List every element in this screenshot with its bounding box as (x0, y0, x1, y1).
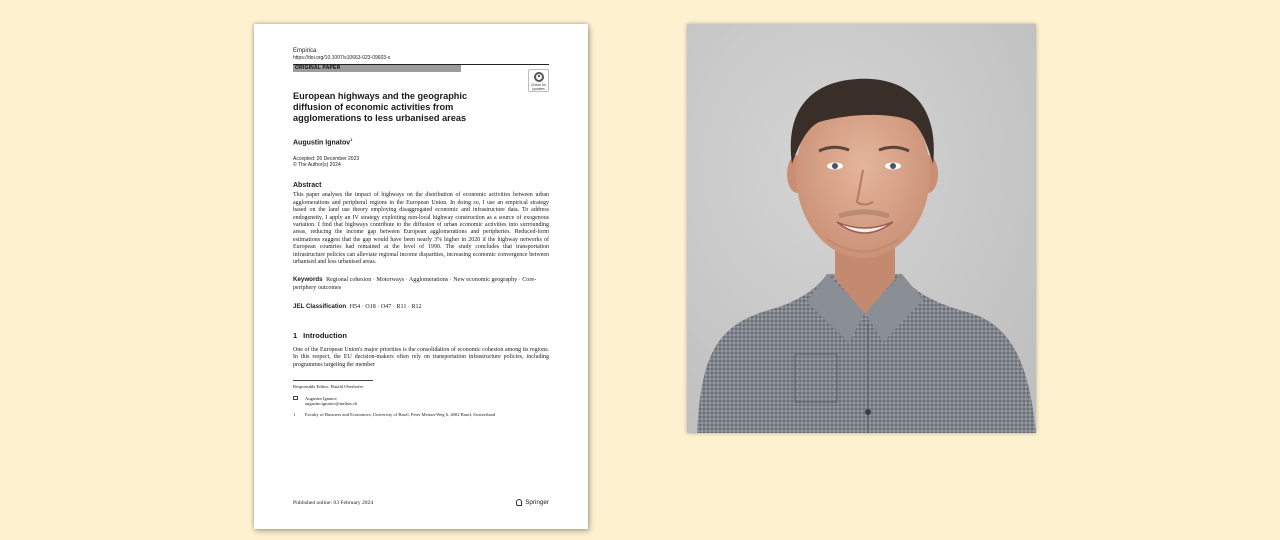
author-line (293, 136, 549, 147)
article-type-bar (293, 64, 549, 91)
article-type-label: ORIGINAL PAPER (293, 65, 461, 72)
jel-label: JEL Classification (293, 303, 347, 311)
affiliation-number: 1 (293, 411, 296, 417)
check-for-updates-badge[interactable] (528, 69, 549, 92)
springer-horse-icon (516, 499, 522, 506)
check-updates-icon (534, 72, 544, 82)
page-footer (293, 499, 549, 506)
author-affiliation-marker: 1 (350, 137, 353, 142)
publisher-name: Springer (525, 499, 549, 506)
envelope-icon (293, 396, 298, 400)
footnote-divider (293, 380, 373, 381)
badge-line-2: updates (532, 87, 545, 91)
badge-line-1: Check for (531, 83, 546, 87)
keywords-label: Keywords (293, 276, 323, 284)
keywords-value: Regional cohesion · Motorways · Agglomerations · New economic geography · Core-periphery outcomes (293, 277, 537, 291)
section-number: 1 (293, 330, 298, 340)
abstract-text: This paper analyses the impact of highways on the distribution of economic activities between urban agglomerations and peripheral regions in the European Union. In doing so, I use an empirical strategy based on the land use theory employing disaggregated economic and infrastructure data. To address endogeneity, I apply an IV strategy exploiting non-local highway construction as a source of exogenous variation. I find that highways contribute to the diffusion of urban economic activities into surrounding areas, reducing the income gap between European agglomerations and peripheries. Reduced-form estimations suggest that the gap would have been nearly 3% higher in 2020 if the highway networks of European countries had remained at the level of 1990. The study concludes that transportation infrastructure policies can alleviate regional income disparities, increasing economic convergence between urbanised and less urbanised areas. (293, 192, 549, 265)
jel-value: H54 · O18 · O47 · R11 · R12 (349, 304, 422, 311)
contact-name: Augustin Ignatov (305, 395, 338, 401)
left-pupil (832, 163, 838, 169)
author-name: Augustin Ignatov (293, 139, 351, 147)
publication-dates (293, 156, 549, 168)
author-portrait (687, 24, 1036, 433)
paper-title: European highways and the geographic diffusion of economic activities from agglomerations to less urbanised areas (293, 91, 468, 123)
affiliation (293, 412, 549, 418)
journal-name: Empirica (293, 48, 317, 54)
publisher-logo (516, 499, 549, 506)
intro-text: One of the European Union's major priorities is the consolidation of economic cohesion among its regions. In this respect, the EU decision-makers often rely on transportation infrastructure policies, including programmes targeting the member (293, 346, 549, 368)
published-online-date: Published online: 03 February 2024 (293, 499, 374, 506)
jel-line (293, 303, 549, 312)
abstract-heading: Abstract (293, 182, 322, 190)
section-heading (293, 331, 549, 340)
right-pupil (890, 163, 896, 169)
copyright-line: © The Author(s) 2024 (293, 162, 341, 169)
responsible-editor: Responsible Editor: Harald Oberhofer. (293, 384, 364, 390)
doi-link[interactable]: https://doi.org/10.1007/s10663-023-09603-x (293, 55, 391, 61)
affiliation-text: Faculty of Business and Economics, University of Basel, Peter Merian-Weg 6, 4002 Basel, Switzerland (305, 411, 496, 417)
corresponding-author (293, 396, 549, 407)
portrait-illustration (687, 24, 1036, 433)
keywords-line (293, 276, 549, 292)
contact-email[interactable]: augustin.ignatov@unibas.ch (305, 401, 358, 407)
shirt-button (865, 409, 871, 415)
section-title: Introduction (303, 330, 347, 340)
accepted-date: Accepted: 26 December 2023 (293, 156, 360, 163)
paper-first-page (254, 24, 588, 529)
